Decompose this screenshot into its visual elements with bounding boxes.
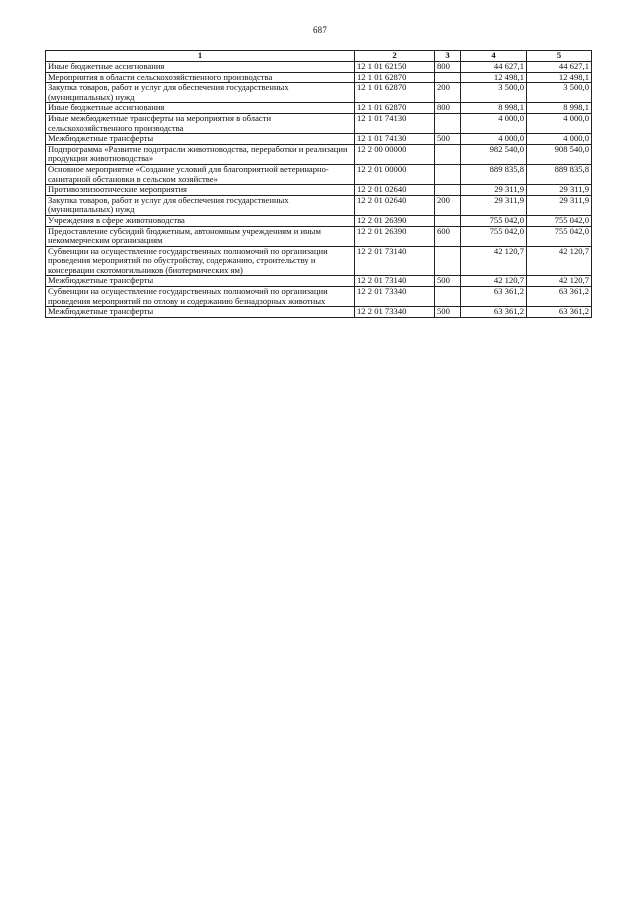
table-row bbox=[46, 72, 592, 83]
row-name-cell: Субвенции на осуществление государственных полномочий по организации проведения мероприятий по обустройству, содержанию, строительству и консервации скотомогильников (биотермических ям) bbox=[46, 246, 355, 276]
table-row bbox=[46, 134, 592, 145]
expense-type-cell: 200 bbox=[435, 195, 461, 215]
table-header-row bbox=[46, 51, 592, 62]
table-row bbox=[46, 215, 592, 226]
expense-type-cell bbox=[435, 287, 461, 307]
expense-type-cell: 800 bbox=[435, 62, 461, 73]
page-number: 687 bbox=[312, 25, 328, 35]
amount-cell-col5: 29 311,9 bbox=[527, 185, 592, 196]
row-name-cell: Межбюджетные трансферты bbox=[46, 276, 355, 287]
budget-code-cell: 12 2 00 00000 bbox=[355, 144, 435, 164]
table-row bbox=[46, 307, 592, 318]
amount-cell-col5: 44 627,1 bbox=[527, 62, 592, 73]
column-header: 2 bbox=[355, 51, 435, 62]
amount-cell-col5: 63 361,2 bbox=[527, 307, 592, 318]
table-row bbox=[46, 185, 592, 196]
amount-cell-col5: 4 000,0 bbox=[527, 113, 592, 133]
budget-code-cell: 12 2 01 02640 bbox=[355, 195, 435, 215]
budget-code-cell: 12 2 01 73140 bbox=[355, 276, 435, 287]
column-header: 5 bbox=[527, 51, 592, 62]
amount-cell-col4: 63 361,2 bbox=[461, 287, 527, 307]
expense-type-cell: 800 bbox=[435, 103, 461, 114]
amount-cell-col4: 755 042,0 bbox=[461, 226, 527, 246]
table-row bbox=[46, 113, 592, 133]
budget-code-cell: 12 1 01 62870 bbox=[355, 103, 435, 114]
amount-cell-col4: 42 120,7 bbox=[461, 246, 527, 276]
row-name-cell: Закупка товаров, работ и услуг для обеспечения государственных (муниципальных) нужд bbox=[46, 195, 355, 215]
expense-type-cell: 500 bbox=[435, 276, 461, 287]
column-header: 3 bbox=[435, 51, 461, 62]
amount-cell-col4: 982 540,0 bbox=[461, 144, 527, 164]
column-header: 4 bbox=[461, 51, 527, 62]
amount-cell-col5: 755 042,0 bbox=[527, 215, 592, 226]
table-row bbox=[46, 164, 592, 184]
table-row bbox=[46, 144, 592, 164]
row-name-cell: Межбюджетные трансферты bbox=[46, 307, 355, 318]
table-row bbox=[46, 287, 592, 307]
row-name-cell: Основное мероприятие «Создание условий для благоприятной ветеринарно-санитарной обстановки в сельском хозяйстве» bbox=[46, 164, 355, 184]
expense-type-cell: 200 bbox=[435, 83, 461, 103]
table-row bbox=[46, 246, 592, 276]
budget-code-cell: 12 2 01 00000 bbox=[355, 164, 435, 184]
amount-cell-col5: 8 998,1 bbox=[527, 103, 592, 114]
expense-type-cell bbox=[435, 72, 461, 83]
budget-code-cell: 12 2 01 73340 bbox=[355, 307, 435, 318]
amount-cell-col4: 8 998,1 bbox=[461, 103, 527, 114]
amount-cell-col5: 42 120,7 bbox=[527, 276, 592, 287]
budget-code-cell: 12 1 01 74130 bbox=[355, 134, 435, 145]
amount-cell-col5: 755 042,0 bbox=[527, 226, 592, 246]
budget-code-cell: 12 1 01 62870 bbox=[355, 72, 435, 83]
amount-cell-col5: 4 000,0 bbox=[527, 134, 592, 145]
expense-type-cell bbox=[435, 113, 461, 133]
row-name-cell: Закупка товаров, работ и услуг для обеспечения государственных (муниципальных) нужд bbox=[46, 83, 355, 103]
amount-cell-col5: 3 500,0 bbox=[527, 83, 592, 103]
amount-cell-col4: 4 000,0 bbox=[461, 113, 527, 133]
row-name-cell: Противоэпизоотические мероприятия bbox=[46, 185, 355, 196]
amount-cell-col4: 889 835,8 bbox=[461, 164, 527, 184]
row-name-cell: Межбюджетные трансферты bbox=[46, 134, 355, 145]
amount-cell-col4: 29 311,9 bbox=[461, 195, 527, 215]
table-row bbox=[46, 62, 592, 73]
expense-type-cell: 500 bbox=[435, 307, 461, 318]
expense-type-cell: 500 bbox=[435, 134, 461, 145]
row-name-cell: Субвенции на осуществление государственных полномочий по организации проведения мероприятий по отлову и содержанию безнадзорных животных bbox=[46, 287, 355, 307]
row-name-cell: Мероприятия в области сельскохозяйственного производства bbox=[46, 72, 355, 83]
budget-code-cell: 12 2 01 02640 bbox=[355, 185, 435, 196]
amount-cell-col5: 29 311,9 bbox=[527, 195, 592, 215]
expense-type-cell bbox=[435, 164, 461, 184]
amount-cell-col4: 29 311,9 bbox=[461, 185, 527, 196]
amount-cell-col4: 44 627,1 bbox=[461, 62, 527, 73]
table-row bbox=[46, 83, 592, 103]
amount-cell-col4: 63 361,2 bbox=[461, 307, 527, 318]
row-name-cell: Предоставление субсидий бюджетным, автономным учреждениям и иным некоммерческим организациям bbox=[46, 226, 355, 246]
table-row bbox=[46, 226, 592, 246]
amount-cell-col5: 12 498,1 bbox=[527, 72, 592, 83]
table-row bbox=[46, 195, 592, 215]
column-header: 1 bbox=[46, 51, 355, 62]
expense-type-cell bbox=[435, 215, 461, 226]
row-name-cell: Иные бюджетные ассигнования bbox=[46, 62, 355, 73]
row-name-cell: Подпрограмма «Развитие подотрасли животноводства, переработки и реализации продукции животноводства» bbox=[46, 144, 355, 164]
budget-code-cell: 12 1 01 62870 bbox=[355, 83, 435, 103]
amount-cell-col4: 755 042,0 bbox=[461, 215, 527, 226]
expense-type-cell bbox=[435, 185, 461, 196]
budget-code-cell: 12 2 01 73340 bbox=[355, 287, 435, 307]
row-name-cell: Учреждения в сфере животноводства bbox=[46, 215, 355, 226]
budget-code-cell: 12 1 01 62150 bbox=[355, 62, 435, 73]
budget-code-cell: 12 2 01 26390 bbox=[355, 215, 435, 226]
table-row bbox=[46, 103, 592, 114]
row-name-cell: Иные бюджетные ассигнования bbox=[46, 103, 355, 114]
budget-code-cell: 12 1 01 74130 bbox=[355, 113, 435, 133]
table-body bbox=[46, 62, 592, 318]
amount-cell-col4: 12 498,1 bbox=[461, 72, 527, 83]
amount-cell-col5: 889 835,8 bbox=[527, 164, 592, 184]
amount-cell-col5: 42 120,7 bbox=[527, 246, 592, 276]
amount-cell-col4: 4 000,0 bbox=[461, 134, 527, 145]
amount-cell-col5: 908 540,0 bbox=[527, 144, 592, 164]
amount-cell-col5: 63 361,2 bbox=[527, 287, 592, 307]
budget-code-cell: 12 2 01 26390 bbox=[355, 226, 435, 246]
row-name-cell: Иные межбюджетные трансферты на мероприятия в области сельскохозяйственного производства bbox=[46, 113, 355, 133]
amount-cell-col4: 42 120,7 bbox=[461, 276, 527, 287]
expense-type-cell bbox=[435, 144, 461, 164]
expense-type-cell bbox=[435, 246, 461, 276]
expense-type-cell: 600 bbox=[435, 226, 461, 246]
budget-table bbox=[45, 50, 592, 318]
budget-code-cell: 12 2 01 73140 bbox=[355, 246, 435, 276]
amount-cell-col4: 3 500,0 bbox=[461, 83, 527, 103]
table-row bbox=[46, 276, 592, 287]
